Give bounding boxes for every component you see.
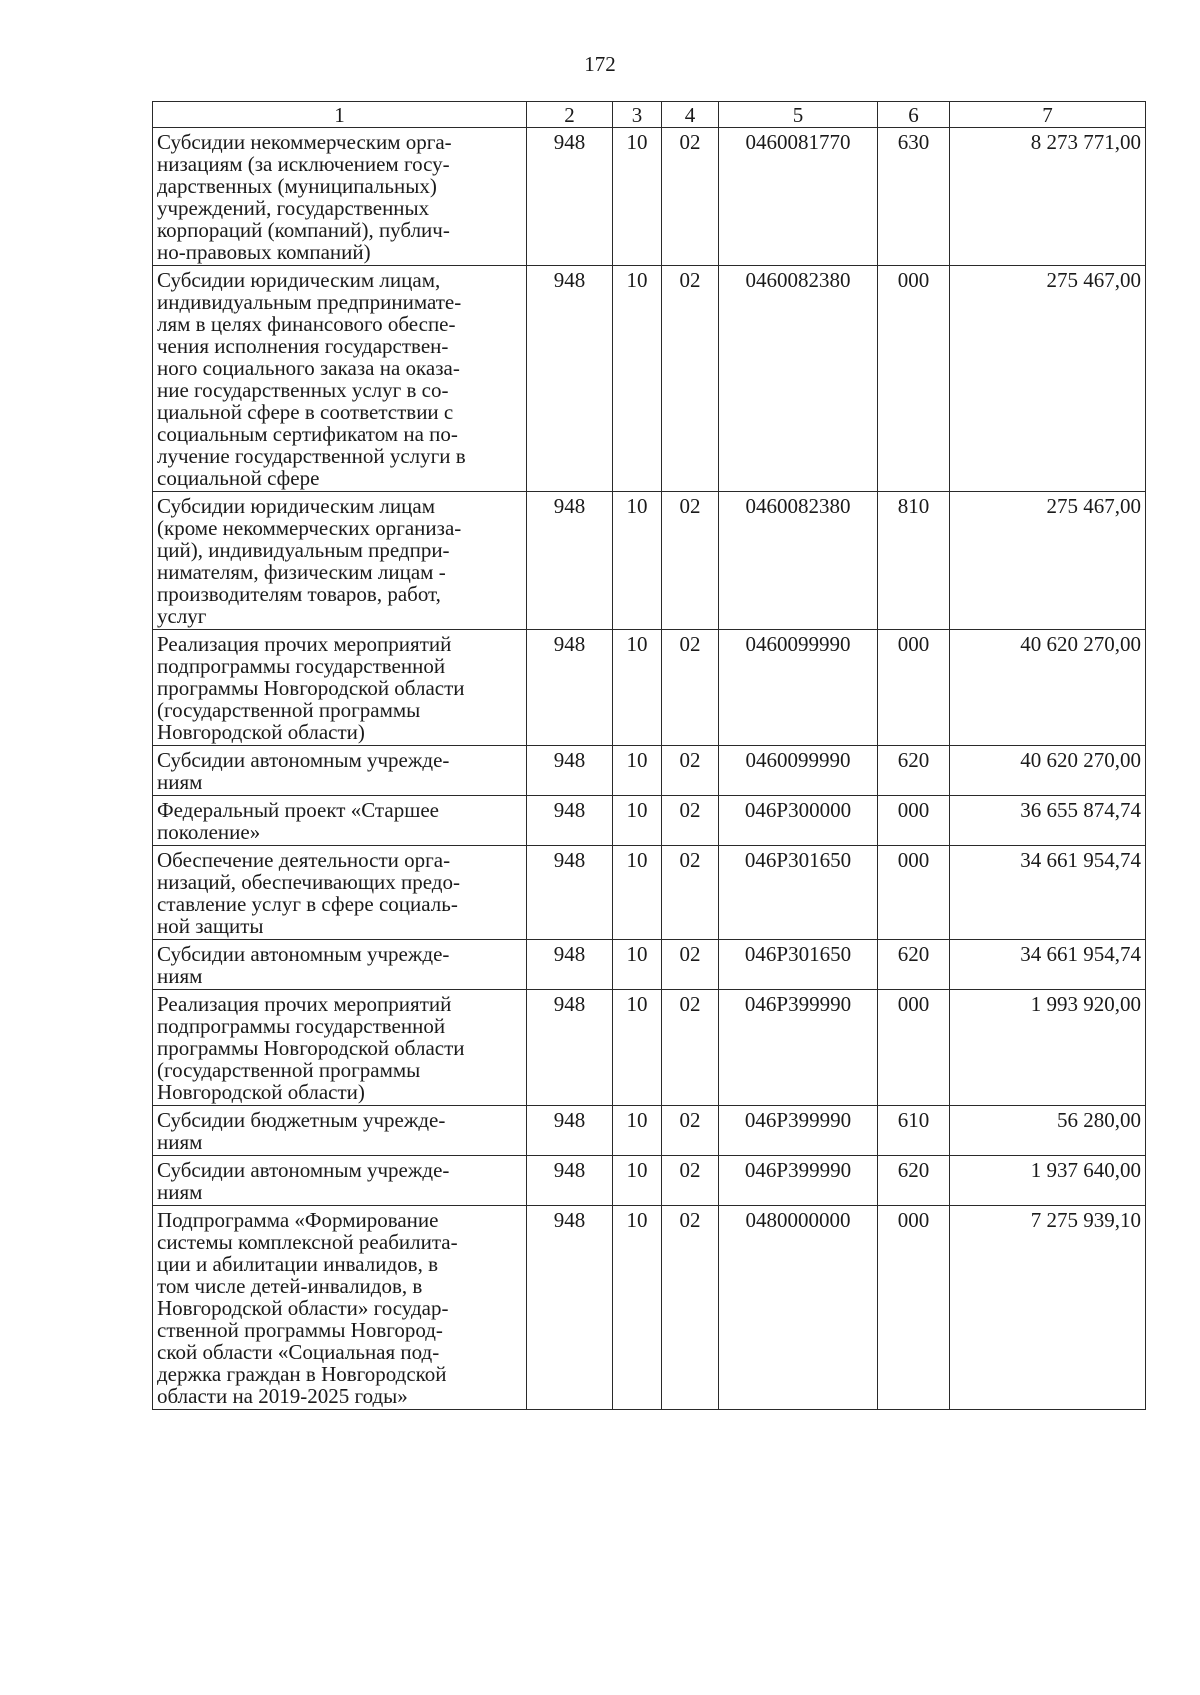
table-row (153, 1206, 1146, 1410)
row-col-3: 10 (613, 796, 662, 846)
table-row (153, 796, 1146, 846)
row-col-4: 02 (662, 940, 719, 990)
row-col-2: 948 (527, 1206, 613, 1410)
row-name: Субсидии автономным учрежде- ниям (153, 746, 527, 796)
row-col-6: 610 (878, 1106, 950, 1156)
row-col-4: 02 (662, 796, 719, 846)
table-header (153, 102, 1146, 128)
table-row (153, 940, 1146, 990)
row-col-2: 948 (527, 940, 613, 990)
row-amount: 36 655 874,74 (950, 796, 1146, 846)
row-col-4: 02 (662, 266, 719, 492)
row-col-5: 0460099990 (719, 630, 878, 746)
row-col-4: 02 (662, 1106, 719, 1156)
row-amount: 1 993 920,00 (950, 990, 1146, 1106)
row-amount: 34 661 954,74 (950, 846, 1146, 940)
row-col-3: 10 (613, 630, 662, 746)
row-col-2: 948 (527, 990, 613, 1106)
table-row (153, 746, 1146, 796)
row-col-4: 02 (662, 630, 719, 746)
row-amount: 275 467,00 (950, 266, 1146, 492)
row-name: Обеспечение деятельности орга- низаций, обеспечивающих предо- ставление услуг в сфере социаль- ной защиты (153, 846, 527, 940)
header-row (153, 102, 1146, 128)
table-row (153, 630, 1146, 746)
table-row (153, 492, 1146, 630)
row-col-3: 10 (613, 940, 662, 990)
row-col-4: 02 (662, 746, 719, 796)
row-col-5: 0460082380 (719, 492, 878, 630)
row-col-4: 02 (662, 1206, 719, 1410)
row-col-4: 02 (662, 492, 719, 630)
header-col-2: 2 (527, 102, 613, 128)
row-col-6: 630 (878, 128, 950, 266)
row-col-5: 046P399990 (719, 1106, 878, 1156)
row-amount: 8 273 771,00 (950, 128, 1146, 266)
table-row (153, 1156, 1146, 1206)
row-col-2: 948 (527, 796, 613, 846)
row-col-5: 046P301650 (719, 846, 878, 940)
table-row (153, 846, 1146, 940)
row-amount: 56 280,00 (950, 1106, 1146, 1156)
row-col-3: 10 (613, 746, 662, 796)
row-col-3: 10 (613, 846, 662, 940)
row-col-3: 10 (613, 1156, 662, 1206)
row-col-6: 810 (878, 492, 950, 630)
row-col-5: 046P301650 (719, 940, 878, 990)
budget-table (152, 101, 1146, 1410)
row-col-3: 10 (613, 128, 662, 266)
row-col-6: 000 (878, 846, 950, 940)
row-col-4: 02 (662, 1156, 719, 1206)
row-col-2: 948 (527, 846, 613, 940)
table-body (153, 128, 1146, 1410)
page-number: 172 (584, 52, 616, 76)
table-row (153, 266, 1146, 492)
row-amount: 275 467,00 (950, 492, 1146, 630)
header-col-7: 7 (950, 102, 1146, 128)
row-amount: 7 275 939,10 (950, 1206, 1146, 1410)
row-name: Субсидии некоммерческим орга- низациям (за исключением госу- дарственных (муниципальных) учреждений, государственных корпораций (компаний), публич- но-правовых компаний) (153, 128, 527, 266)
row-amount: 1 937 640,00 (950, 1156, 1146, 1206)
header-col-3: 3 (613, 102, 662, 128)
row-col-5: 046P399990 (719, 1156, 878, 1206)
row-name: Реализация прочих мероприятий подпрограммы государственной программы Новгородской области (государственной программы Новгородской области) (153, 630, 527, 746)
row-col-3: 10 (613, 990, 662, 1106)
row-col-3: 10 (613, 1106, 662, 1156)
row-col-5: 0480000000 (719, 1206, 878, 1410)
row-col-2: 948 (527, 1106, 613, 1156)
row-col-6: 000 (878, 630, 950, 746)
row-name: Субсидии бюджетным учрежде- ниям (153, 1106, 527, 1156)
row-col-4: 02 (662, 128, 719, 266)
header-col-1: 1 (153, 102, 527, 128)
row-name: Реализация прочих мероприятий подпрограммы государственной программы Новгородской области (государственной программы Новгородской области) (153, 990, 527, 1106)
row-col-6: 000 (878, 796, 950, 846)
header-col-5: 5 (719, 102, 878, 128)
row-col-2: 948 (527, 492, 613, 630)
row-name: Субсидии юридическим лицам, индивидуальным предпринимате- лям в целях финансового обеспе- чения исполнения государствен- ного социального заказа на оказа- ние государственных услуг в со- циальной сфере в соответствии с социальным сертификатом на по- лучение государственной услуги в социальной сфере (153, 266, 527, 492)
row-col-6: 620 (878, 940, 950, 990)
row-name: Субсидии автономным учрежде- ниям (153, 940, 527, 990)
row-col-5: 0460082380 (719, 266, 878, 492)
row-name: Субсидии автономным учрежде- ниям (153, 1156, 527, 1206)
row-col-6: 620 (878, 1156, 950, 1206)
row-col-6: 620 (878, 746, 950, 796)
row-col-6: 000 (878, 990, 950, 1106)
row-col-2: 948 (527, 630, 613, 746)
row-col-5: 046P300000 (719, 796, 878, 846)
row-col-5: 0460099990 (719, 746, 878, 796)
row-name: Субсидии юридическим лицам (кроме некоммерческих организа- ций), индивидуальным предпри- нимателям, физическим лицам - производителям товаров, работ, услуг (153, 492, 527, 630)
row-col-3: 10 (613, 492, 662, 630)
row-name: Федеральный проект «Старшее поколение» (153, 796, 527, 846)
row-col-4: 02 (662, 846, 719, 940)
row-amount: 40 620 270,00 (950, 746, 1146, 796)
row-col-2: 948 (527, 266, 613, 492)
header-col-4: 4 (662, 102, 719, 128)
table-row (153, 128, 1146, 266)
row-col-3: 10 (613, 1206, 662, 1410)
header-col-6: 6 (878, 102, 950, 128)
row-col-6: 000 (878, 1206, 950, 1410)
row-col-2: 948 (527, 746, 613, 796)
row-col-6: 000 (878, 266, 950, 492)
row-col-4: 02 (662, 990, 719, 1106)
table-row (153, 1106, 1146, 1156)
row-col-3: 10 (613, 266, 662, 492)
row-amount: 34 661 954,74 (950, 940, 1146, 990)
row-name: Подпрограмма «Формирование системы комплексной реабилита- ции и абилитации инвалидов, в том числе детей-инвалидов, в Новгородской области» государ- ственной программы Новгород- ской области «Социальная под- держка граждан в Новгородской области на 2019-2025 годы» (153, 1206, 527, 1410)
row-col-5: 0460081770 (719, 128, 878, 266)
table-row (153, 990, 1146, 1106)
row-col-2: 948 (527, 128, 613, 266)
row-amount: 40 620 270,00 (950, 630, 1146, 746)
row-col-5: 046P399990 (719, 990, 878, 1106)
row-col-2: 948 (527, 1156, 613, 1206)
